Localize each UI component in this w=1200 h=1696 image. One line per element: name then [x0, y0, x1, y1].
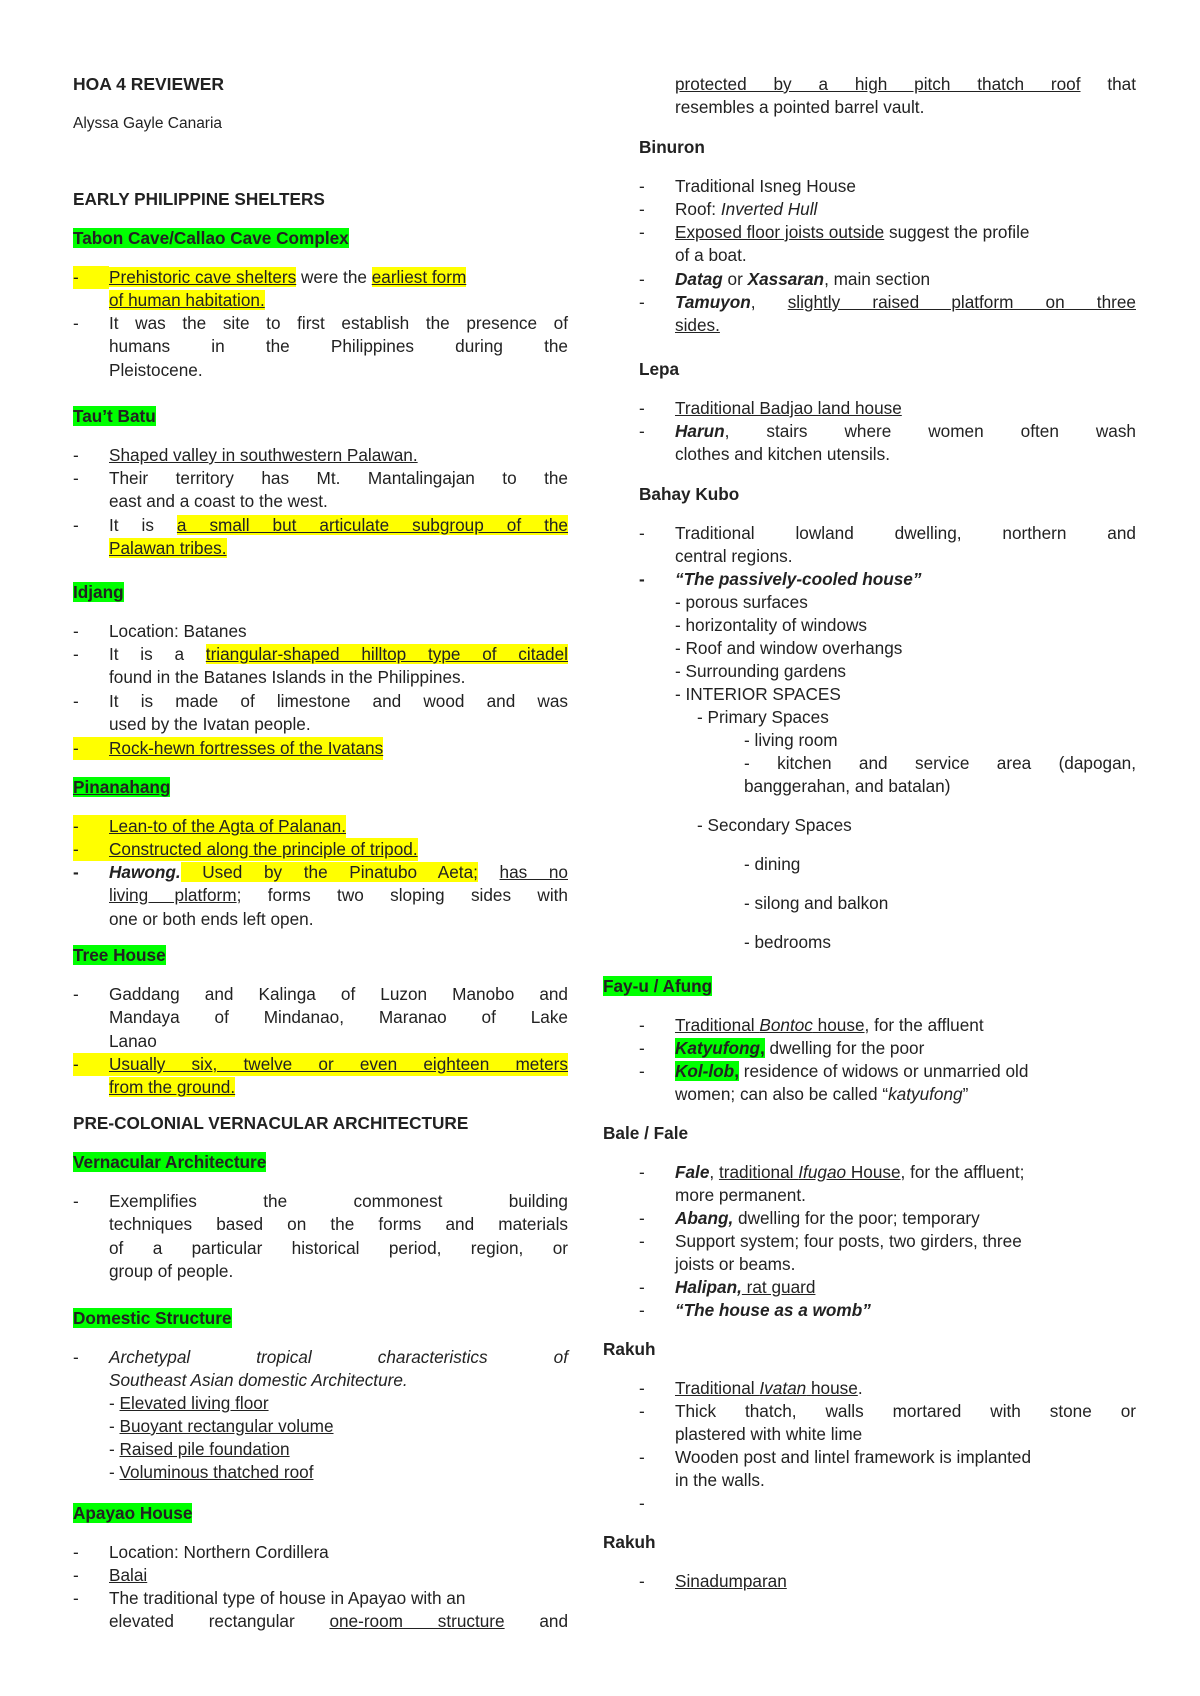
heading-lepa: Lepa: [639, 359, 680, 379]
heading-vernacular: Vernacular Architecture: [73, 1152, 267, 1172]
heading-tree-house: Tree House: [73, 945, 166, 965]
section-heading-precolonial: PRE-COLONIAL VERNACULAR ARCHITECTURE: [73, 1113, 469, 1133]
heading-taut-batu: Tau’t Batu: [73, 406, 156, 426]
heading-domestic: Domestic Structure: [73, 1308, 232, 1328]
author-name: Alyssa Gayle Canaria: [73, 115, 223, 132]
section-heading-early-shelters: EARLY PHILIPPINE SHELTERS: [73, 189, 325, 209]
heading-bale-fale: Bale / Fale: [603, 1123, 689, 1143]
heading-rakuh-2: Rakuh: [603, 1532, 656, 1552]
heading-rakuh: Rakuh: [603, 1339, 656, 1359]
heading-pinanahang: Pinanahang: [73, 777, 171, 797]
heading-fay-u-afung: Fay-u / Afung: [603, 976, 713, 996]
apayao-continued: protected by a high pitch thatch roof that resembles a pointed barrel vault.: [675, 74, 1136, 118]
heading-binuron: Binuron: [639, 137, 705, 157]
heading-apayao: Apayao House: [73, 1503, 193, 1523]
heading-idjang: Idjang: [73, 582, 124, 602]
heading-bahay-kubo: Bahay Kubo: [639, 484, 740, 504]
document-title: HOA 4 REVIEWER: [73, 74, 225, 94]
bullet-dash: -: [73, 266, 109, 289]
heading-tabon: Tabon Cave/Callao Cave Complex: [73, 228, 349, 248]
